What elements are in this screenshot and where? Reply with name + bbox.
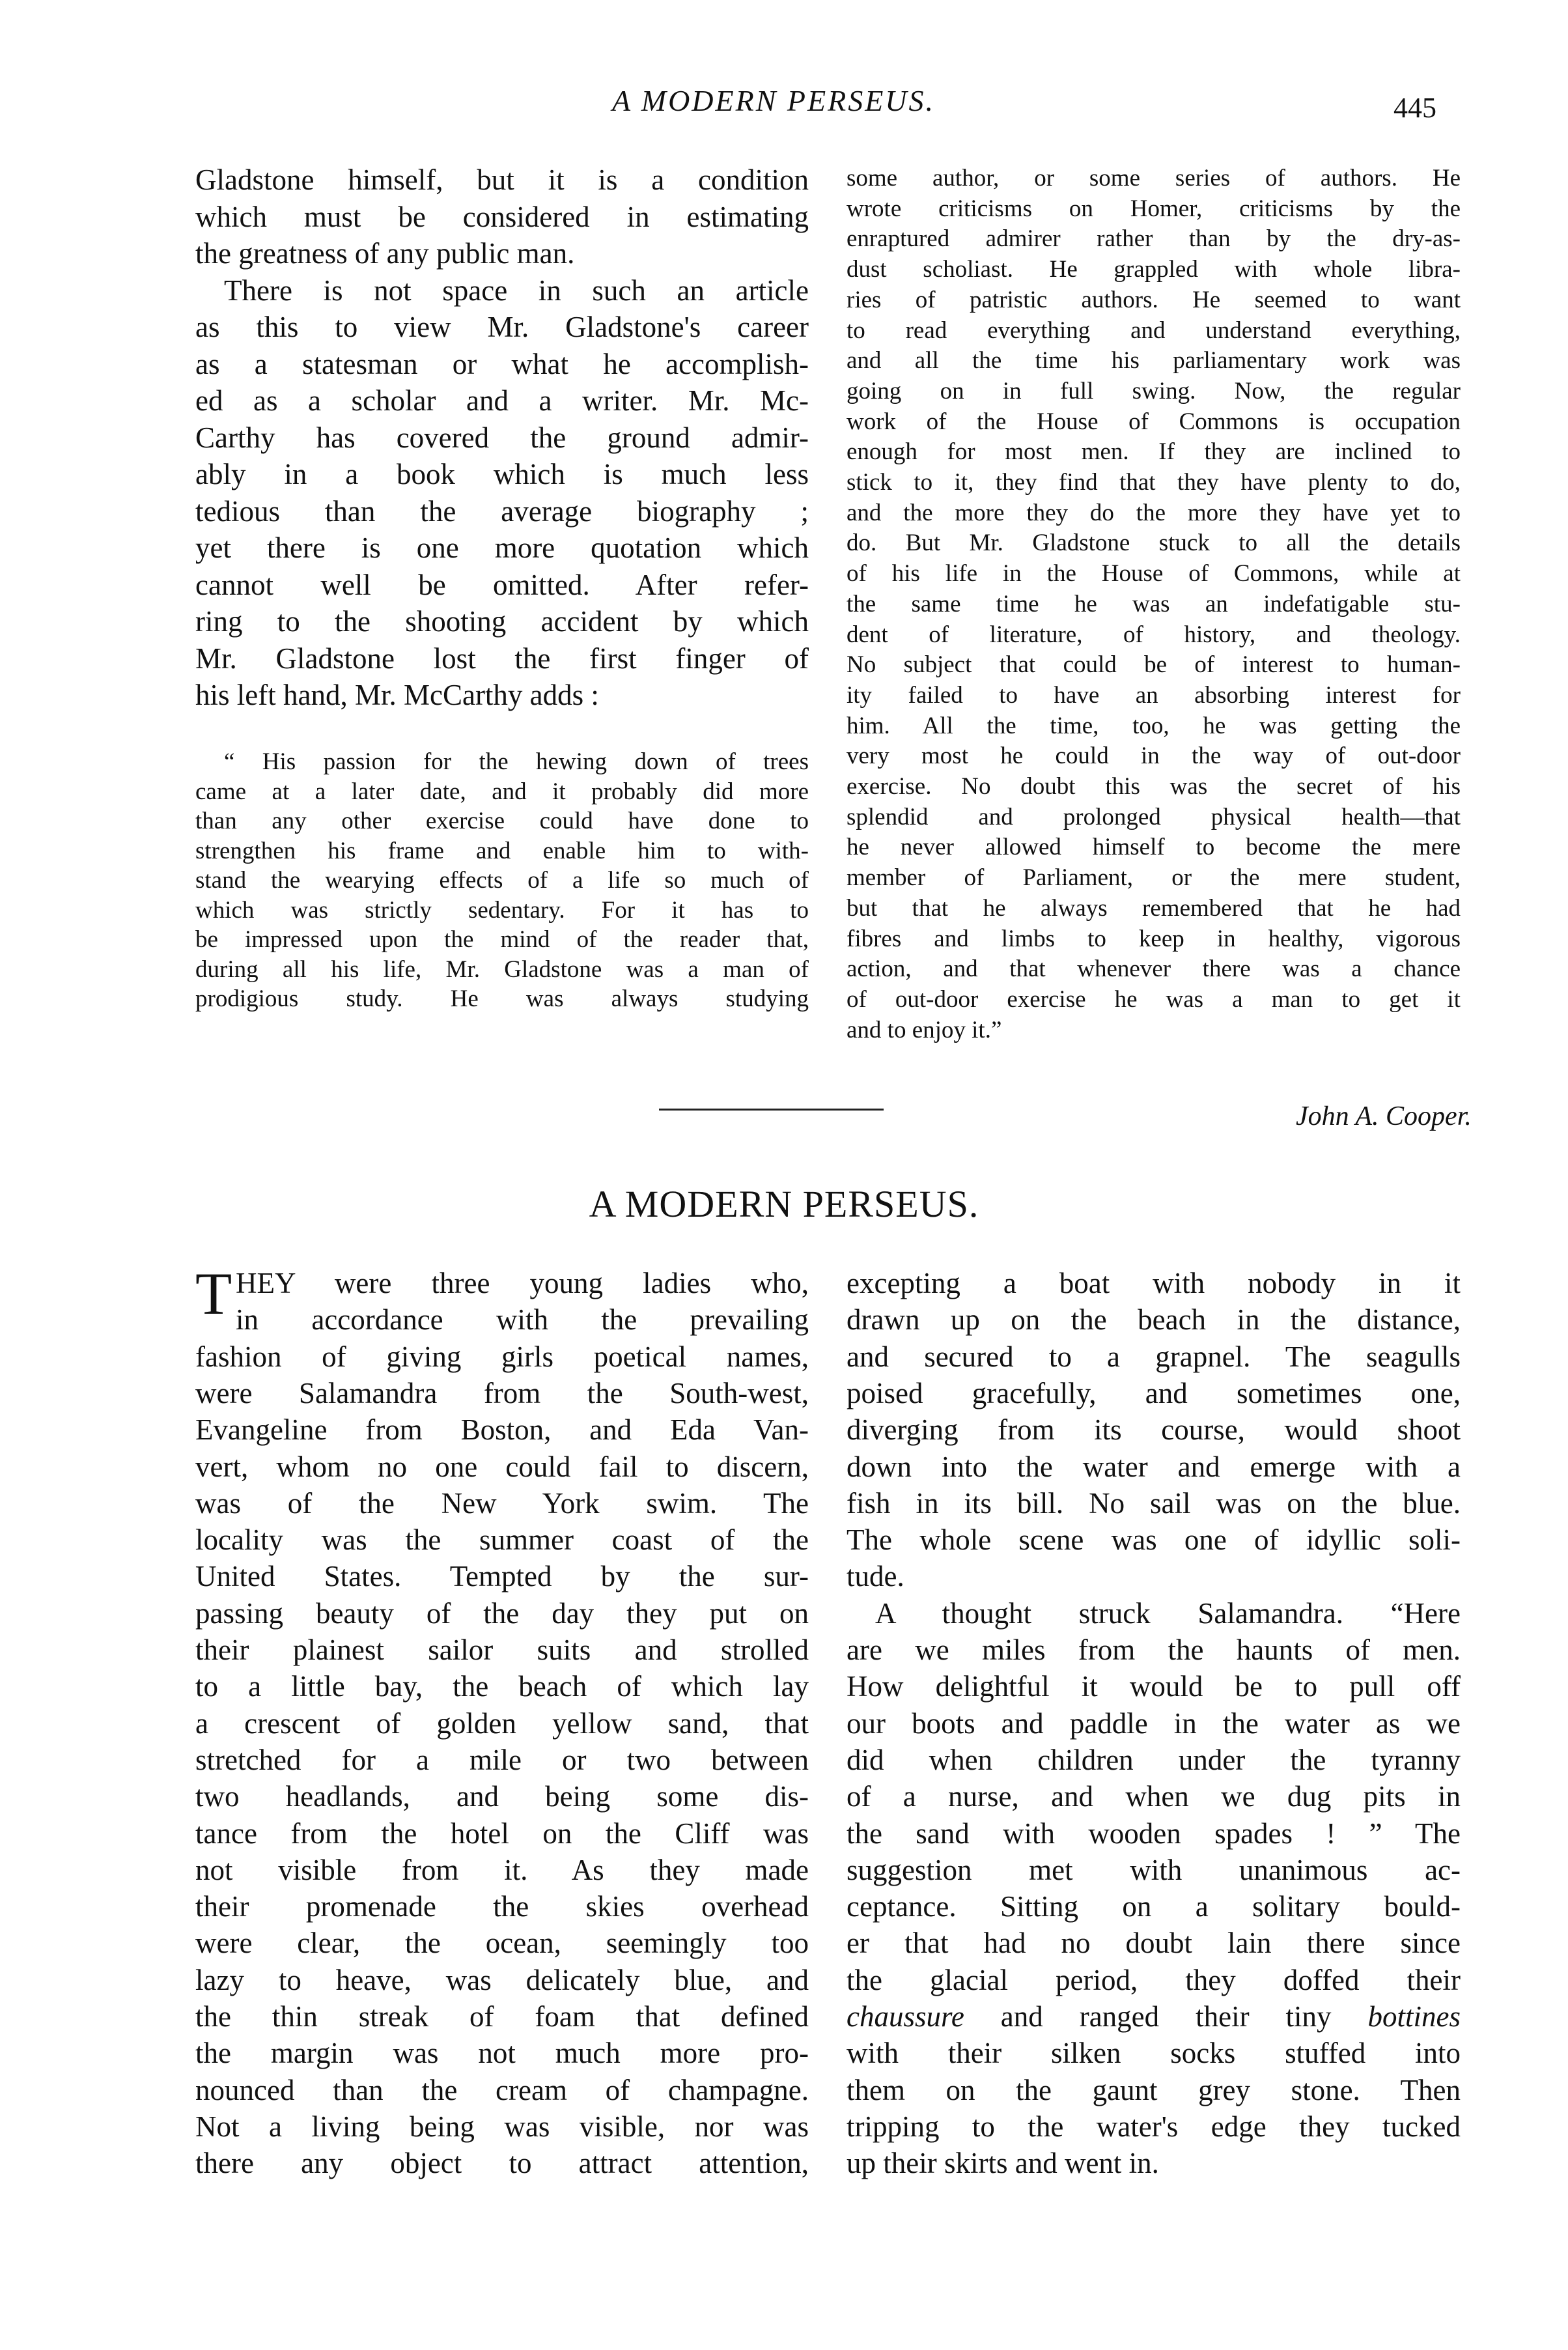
text-line: Carthy has covered the ground admir- [195, 421, 809, 454]
text-line: in accordance with the prevailing [236, 1303, 809, 1337]
text-line: suggestion met with unanimous ac- [847, 1853, 1461, 1886]
text-line: fibres and limbs to keep in healthy, vigorous [847, 925, 1461, 952]
text-line: and the more they do the more they have yet to [847, 499, 1461, 526]
text-line: a crescent of golden yellow sand, that [195, 1706, 809, 1740]
text-line: their promenade the skies overhead [195, 1890, 809, 1923]
text-line: poised gracefully, and sometimes one, [847, 1376, 1461, 1409]
text-line: the greatness of any public man. [195, 237, 575, 270]
text-line: their plainest sailor suits and strolled [195, 1634, 809, 1666]
text-line: tance from the hotel on the Cliff was [195, 1817, 809, 1850]
text-line: our boots and paddle in the water as we [847, 1706, 1461, 1740]
text-line: wrote criticisms on Homer, criticisms by the [847, 195, 1461, 222]
text-line: be impressed upon the mind of the reader that, [195, 926, 809, 953]
text-line: down into the water and emerge with a [847, 1450, 1461, 1483]
text-line: Not a living being was visible, nor was [195, 2110, 809, 2143]
text-line: there any object to attract attention, [195, 2147, 809, 2180]
text-line: HEY were three young ladies who, [236, 1267, 809, 1299]
text-line: which must be considered in estimating [195, 200, 809, 233]
text-line: er that had no doubt lain there since [847, 1927, 1461, 1960]
text-line: up their skirts and went in. [847, 2147, 1159, 2180]
text-line [847, 2000, 1461, 2033]
text-line: yet there is one more quotation which [195, 531, 809, 564]
text-line: to a little bay, the beach of which lay [195, 1670, 809, 1703]
text-line: stretched for a mile or two between [195, 1743, 809, 1776]
text-line: two headlands, and being some dis- [195, 1780, 809, 1813]
page-number: 445 [1393, 92, 1436, 124]
text-line: A thought struck Salamandra. “Here [875, 1596, 1461, 1630]
text-line: and secured to a grapnel. The seagulls [847, 1340, 1461, 1373]
text-line: the sand with wooden spades ! ” The [847, 1817, 1461, 1850]
text-line: as this to view Mr. Gladstone's career [195, 311, 809, 343]
text-line: nounced than the cream of champagne. [195, 2073, 809, 2106]
text-line: ring to the shooting accident by which [195, 605, 809, 638]
text-line: ceptance. Sitting on a solitary bould- [847, 1890, 1461, 1923]
text-line: member of Parliament, or the mere student, [847, 864, 1461, 892]
text-line: Evangeline from Boston, and Eda Van- [195, 1413, 809, 1447]
drop-cap: T [195, 1260, 232, 1327]
text-line: not visible from it. As they made [195, 1853, 809, 1886]
text-line: as a statesman or what he accomplish- [195, 347, 809, 380]
text-line: very most he could in the way of out-door [847, 743, 1461, 770]
text-line: during all his life, Mr. Gladstone was a man of [195, 956, 809, 983]
text-line: drawn up on the beach in the distance, [847, 1303, 1461, 1337]
text-line: with their silken socks stuffed into [847, 2037, 1461, 2070]
text-line: tedious than the average biography ; [195, 494, 809, 528]
text-line: of a nurse, and when we dug pits in [847, 1780, 1461, 1813]
text-line: which was strictly sedentary. For it has to [195, 896, 809, 924]
text-line: Gladstone himself, but it is a condition [195, 163, 809, 196]
text-line: vert, whom no one could fail to discern, [195, 1450, 809, 1483]
text-line: do. But Mr. Gladstone stuck to all the details [847, 530, 1461, 557]
italic-word: bottines [1367, 2000, 1461, 2033]
text-line: passing beauty of the day they put on [195, 1596, 809, 1630]
text-line: “ His passion for the hewing down of trees [224, 748, 809, 775]
text-line: work of the House of Commons is occupation [847, 408, 1461, 435]
text-line: came at a later date, and it probably did more [195, 778, 809, 805]
text-line: How delightful it would be to pull off [847, 1670, 1461, 1703]
text-line: stand the wearying effects of a life so much of [195, 867, 809, 894]
text-line: cannot well be omitted. After refer- [195, 568, 809, 601]
text-line: some author, or some series of authors. He [847, 165, 1461, 191]
text-line: to read everything and understand everything, [847, 317, 1461, 344]
text-line: were clear, the ocean, seemingly too [195, 1927, 809, 1960]
text-line: his left hand, Mr. McCarthy adds : [195, 679, 599, 711]
text-line: enraptured admirer rather than by the dry-as- [847, 225, 1461, 253]
text-line: are we miles from the haunts of men. [847, 1634, 1461, 1666]
text-line: the glacial period, they doffed their [847, 1963, 1461, 1996]
text-line: ably in a book which is much less [195, 458, 809, 490]
text-line: tude. [847, 1560, 904, 1593]
text-line: of his life in the House of Commons, while at [847, 560, 1461, 588]
italic-word: chaussure [847, 2000, 964, 2033]
text-span: and ranged their tiny [964, 2000, 1368, 2033]
text-line: and to enjoy it.” [847, 1016, 1002, 1043]
text-line: ity failed to have an absorbing interest for [847, 681, 1461, 709]
text-line: fish in its bill. No sail was on the blue. [847, 1486, 1461, 1520]
section-divider [659, 1109, 884, 1111]
text-line: tripping to the water's edge they tucked [847, 2110, 1461, 2143]
article-title: A MODERN PERSEUS. [589, 1183, 979, 1225]
text-line: excepting a boat with nobody in it [847, 1267, 1461, 1299]
text-line: and all the time his parliamentary work was [847, 347, 1461, 375]
text-line: action, and that whenever there was a chance [847, 956, 1461, 983]
text-line: the margin was not much more pro- [195, 2037, 809, 2070]
text-line: stick to it, they find that they have plenty to do, [847, 469, 1461, 496]
text-line: than any other exercise could have done to [195, 808, 809, 834]
text-line: Mr. Gladstone lost the first finger of [195, 642, 809, 675]
author-signature: John A. Cooper. [1296, 1101, 1472, 1131]
text-line: dust scholiast. He grappled with whole libra- [847, 256, 1461, 283]
text-line: United States. Tempted by the sur- [195, 1560, 809, 1593]
text-line: ed as a scholar and a writer. Mr. Mc- [195, 384, 809, 417]
text-line: them on the gaunt grey stone. Then [847, 2073, 1461, 2106]
running-head-title: A MODERN PERSEUS. [612, 84, 936, 117]
text-line: dent of literature, of history, and theology. [847, 621, 1461, 648]
text-line: him. All the time, too, he was getting the [847, 712, 1461, 739]
text-line: was of the New York swim. The [195, 1486, 809, 1520]
text-line: splendid and prolonged physical health—that [847, 803, 1461, 830]
text-line: he never allowed himself to become the mere [847, 834, 1461, 861]
text-line: going on in full swing. Now, the regular [847, 377, 1461, 404]
text-line: locality was the summer coast of the [195, 1523, 809, 1557]
text-line: fashion of giving girls poetical names, [195, 1340, 809, 1373]
text-line: prodigious study. He was always studying [195, 985, 809, 1012]
text-line: of out-door exercise he was a man to get it [847, 985, 1461, 1013]
text-line: The whole scene was one of idyllic soli- [847, 1523, 1461, 1557]
text-line: strengthen his frame and enable him to with- [195, 837, 809, 864]
text-line: were Salamandra from the South-west, [195, 1376, 809, 1409]
text-line: but that he always remembered that he had [847, 894, 1461, 922]
text-line: did when children under the tyranny [847, 1743, 1461, 1776]
text-line: the thin streak of foam that defined [195, 2000, 809, 2033]
text-line: ries of patristic authors. He seemed to want [847, 286, 1461, 313]
text-line: exercise. No doubt this was the secret of his [847, 773, 1461, 800]
text-line: No subject that could be of interest to human- [847, 651, 1461, 679]
text-line: There is not space in such an article [224, 274, 809, 307]
text-line: diverging from its course, would shoot [847, 1413, 1461, 1447]
text-line: lazy to heave, was delicately blue, and [195, 1963, 809, 1996]
text-line: the same time he was an indefatigable stu- [847, 590, 1461, 617]
text-line: enough for most men. If they are inclined to [847, 438, 1461, 466]
